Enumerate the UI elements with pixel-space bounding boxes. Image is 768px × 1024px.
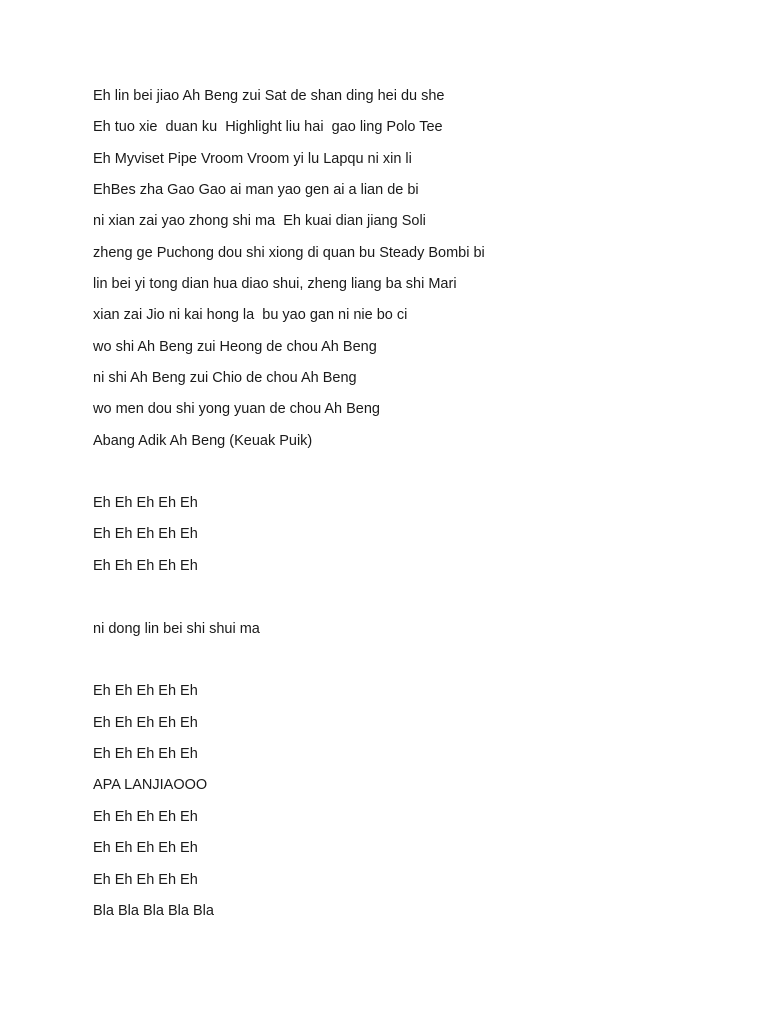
- text-line: Eh Eh Eh Eh Eh: [93, 495, 198, 511]
- text-line: ni dong lin bei shi shui ma: [93, 621, 260, 637]
- text-line: Eh lin bei jiao Ah Beng zui Sat de shan ding hei du she: [93, 88, 445, 104]
- text-line: ni xian zai yao zhong shi ma Eh kuai dian jiang Soli: [93, 213, 426, 229]
- text-line: Eh Eh Eh Eh Eh: [93, 526, 198, 542]
- text-line: Eh Eh Eh Eh Eh: [93, 558, 198, 574]
- text-line: lin bei yi tong dian hua diao shui, zheng liang ba shi Mari: [93, 276, 457, 292]
- text-line: Eh Eh Eh Eh Eh: [93, 746, 198, 762]
- text-line: Eh Eh Eh Eh Eh: [93, 809, 198, 825]
- text-line: Eh Myviset Pipe Vroom Vroom yi lu Lapqu ni xin li: [93, 151, 412, 167]
- text-line: Eh Eh Eh Eh Eh: [93, 840, 198, 856]
- text-line: APA LANJIAOOO: [93, 777, 208, 793]
- text-line: wo men dou shi yong yuan de chou Ah Beng: [93, 401, 380, 417]
- text-line: Eh Eh Eh Eh Eh: [93, 715, 198, 731]
- text-line: ni shi Ah Beng zui Chio de chou Ah Beng: [93, 370, 357, 386]
- text-line: Abang Adik Ah Beng (Keuak Puik): [93, 433, 313, 449]
- text-line: Eh Eh Eh Eh Eh: [93, 872, 198, 888]
- text-line: xian zai Jio ni kai hong la bu yao gan ni nie bo ci: [93, 307, 408, 323]
- text-line: Eh Eh Eh Eh Eh: [93, 683, 198, 699]
- text-line: Eh tuo xie duan ku Highlight liu hai gao ling Polo Tee: [93, 119, 443, 135]
- text-line: Bla Bla Bla Bla Bla: [93, 903, 214, 919]
- text-line: wo shi Ah Beng zui Heong de chou Ah Beng: [93, 339, 377, 355]
- text-line: zheng ge Puchong dou shi xiong di quan bu Steady Bombi bi: [93, 245, 485, 261]
- text-line: EhBes zha Gao Gao ai man yao gen ai a lian de bi: [93, 182, 419, 198]
